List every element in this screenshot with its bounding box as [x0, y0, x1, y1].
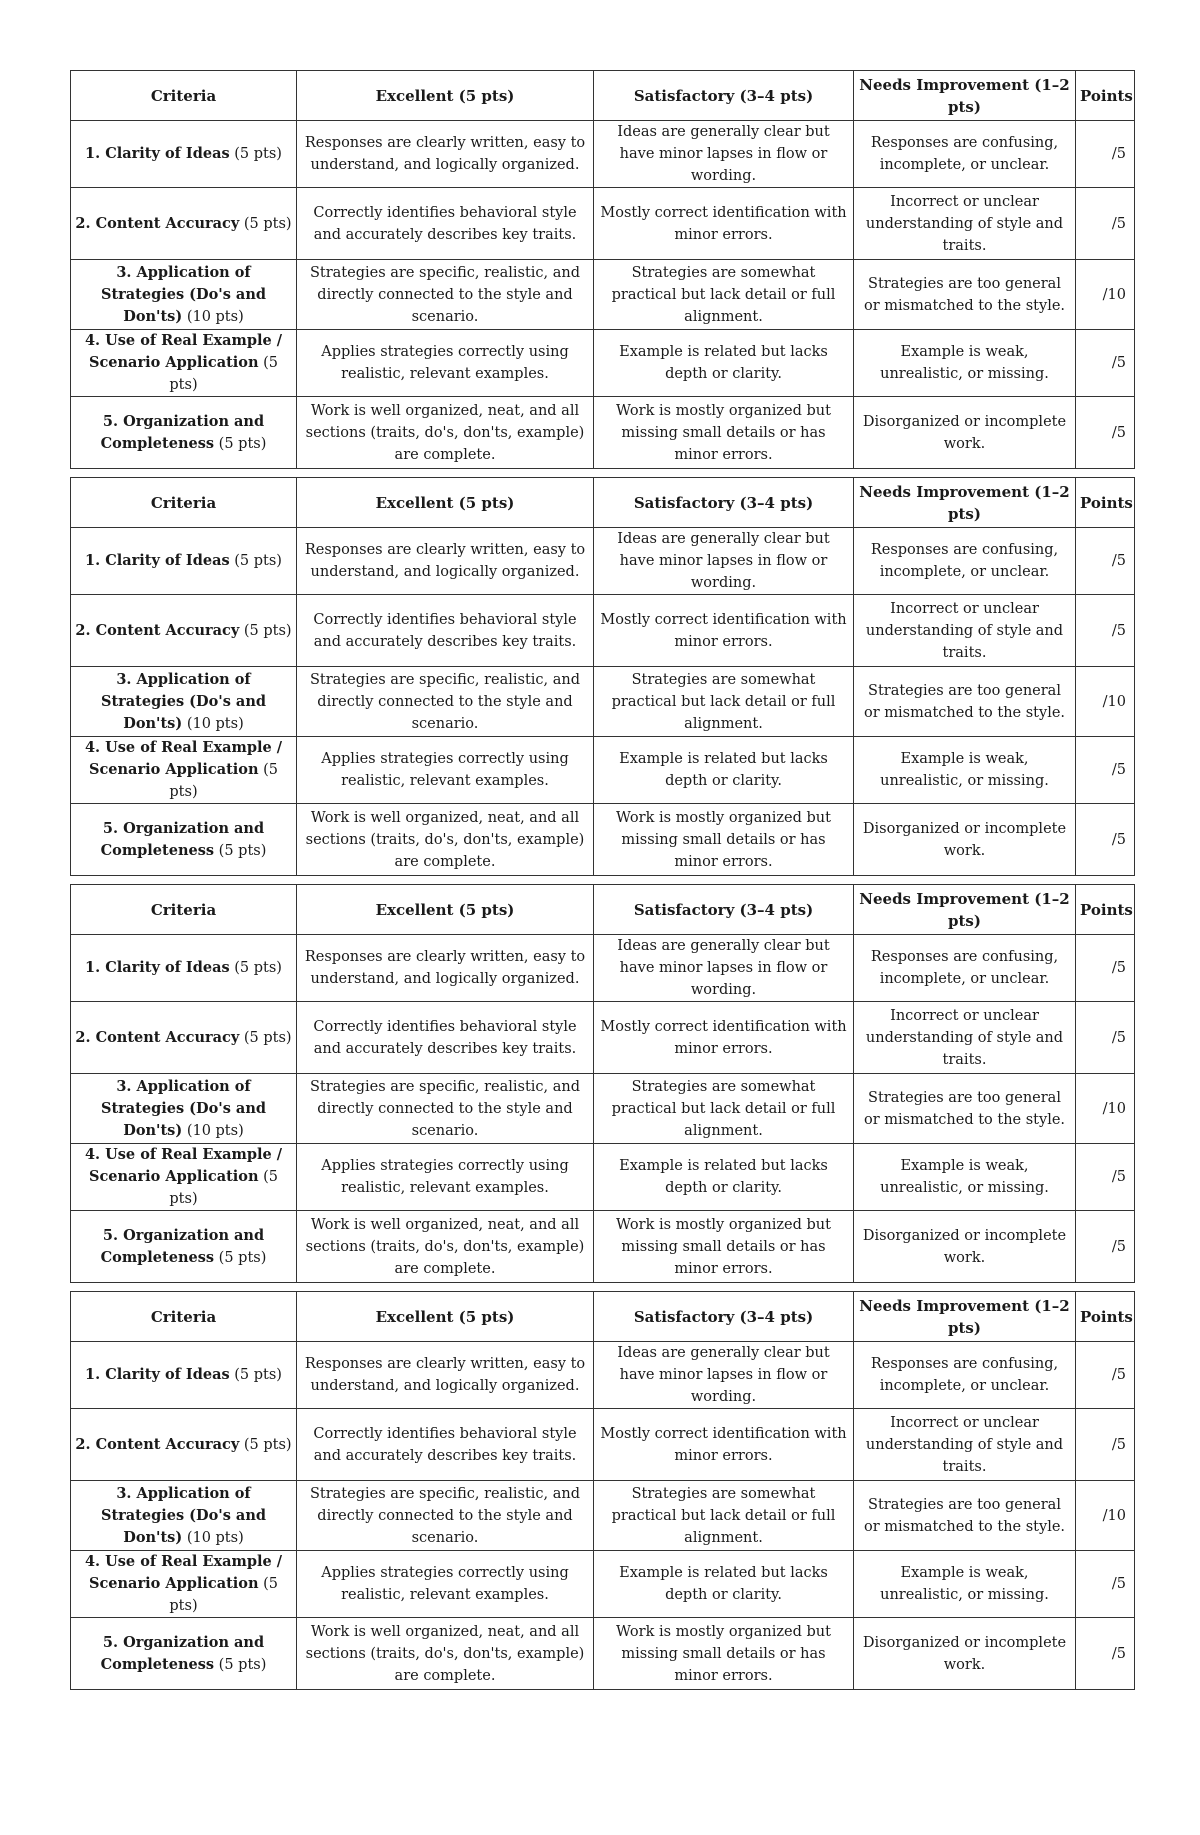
- table-row: [71, 1144, 1135, 1211]
- excellent-cell: Responses are clearly written, easy to understand, and logically organized.: [297, 1342, 594, 1409]
- criterion-cell: [71, 1618, 297, 1690]
- needs-improvement-cell: Example is weak, unrealistic, or missing.: [854, 737, 1076, 804]
- satisfactory-cell: Mostly correct identification with minor errors.: [594, 595, 854, 667]
- table-row: [71, 804, 1135, 876]
- criterion-cell: [71, 1481, 297, 1551]
- header-criteria: Criteria: [71, 71, 297, 121]
- criterion-cell: [71, 667, 297, 737]
- criterion-name: 3. Application of Strategies (Do's and Don'ts): [100, 263, 267, 325]
- criterion-weight: (5 pts): [218, 842, 267, 859]
- points-cell: /5: [1076, 935, 1135, 1002]
- criterion-weight: (5 pts): [169, 1576, 279, 1614]
- points-cell: /5: [1076, 1618, 1135, 1690]
- points-cell: /10: [1076, 1074, 1135, 1144]
- table-row: [71, 260, 1135, 330]
- points-cell: /5: [1076, 1211, 1135, 1283]
- criterion-weight: (5 pts): [243, 215, 292, 232]
- criterion-name: 1. Clarity of Ideas: [85, 959, 230, 976]
- satisfactory-cell: Example is related but lacks depth or clarity.: [594, 1144, 854, 1211]
- criterion-weight: (5 pts): [218, 435, 267, 452]
- satisfactory-cell: Work is mostly organized but missing small details or has minor errors.: [594, 397, 854, 469]
- needs-improvement-cell: Responses are confusing, incomplete, or unclear.: [854, 121, 1076, 188]
- points-cell: /5: [1076, 1144, 1135, 1211]
- needs-improvement-cell: Incorrect or unclear understanding of style and traits.: [854, 188, 1076, 260]
- criterion-name: 5. Organization and Completeness: [100, 819, 265, 859]
- table-row: [71, 935, 1135, 1002]
- criterion-cell: [71, 1409, 297, 1481]
- criterion-name: 1. Clarity of Ideas: [85, 145, 230, 162]
- excellent-cell: Correctly identifies behavioral style and accurately describes key traits.: [297, 1002, 594, 1074]
- satisfactory-cell: Strategies are somewhat practical but lack detail or full alignment.: [594, 260, 854, 330]
- excellent-cell: Work is well organized, neat, and all sections (traits, do's, don'ts, example) are complete.: [297, 1211, 594, 1283]
- satisfactory-cell: Work is mostly organized but missing small details or has minor errors.: [594, 804, 854, 876]
- points-cell: /5: [1076, 397, 1135, 469]
- satisfactory-cell: Strategies are somewhat practical but lack detail or full alignment.: [594, 1481, 854, 1551]
- satisfactory-cell: Strategies are somewhat practical but lack detail or full alignment.: [594, 1074, 854, 1144]
- table-row: [71, 1618, 1135, 1690]
- header-satisfactory: Satisfactory (3–4 pts): [594, 885, 854, 935]
- criterion-name: 3. Application of Strategies (Do's and Don'ts): [100, 1077, 267, 1139]
- criterion-weight: (5 pts): [234, 146, 282, 162]
- excellent-cell: Correctly identifies behavioral style and accurately describes key traits.: [297, 595, 594, 667]
- criterion-name: 3. Application of Strategies (Do's and Don'ts): [100, 670, 267, 732]
- criterion-cell: [71, 1211, 297, 1283]
- satisfactory-cell: Strategies are somewhat practical but lack detail or full alignment.: [594, 667, 854, 737]
- rubric-table: [70, 884, 1135, 1283]
- excellent-cell: Strategies are specific, realistic, and directly connected to the style and scenario.: [297, 1074, 594, 1144]
- criterion-cell: [71, 595, 297, 667]
- needs-improvement-cell: Strategies are too general or mismatched to the style.: [854, 1074, 1076, 1144]
- criterion-cell: [71, 121, 297, 188]
- criterion-cell: [71, 528, 297, 595]
- points-cell: /5: [1076, 1002, 1135, 1074]
- criterion-weight: (5 pts): [243, 622, 292, 639]
- excellent-cell: Work is well organized, neat, and all sections (traits, do's, don'ts, example) are complete.: [297, 397, 594, 469]
- criterion-name: 5. Organization and Completeness: [100, 1226, 265, 1266]
- excellent-cell: Responses are clearly written, easy to understand, and logically organized.: [297, 121, 594, 188]
- points-cell: /5: [1076, 1409, 1135, 1481]
- header-criteria: Criteria: [71, 885, 297, 935]
- criterion-cell: [71, 935, 297, 1002]
- criterion-weight: (5 pts): [234, 1367, 282, 1383]
- header-row: [71, 71, 1135, 121]
- needs-improvement-cell: Disorganized or incomplete work.: [854, 1211, 1076, 1283]
- criterion-cell: [71, 330, 297, 397]
- criterion-cell: [71, 1074, 297, 1144]
- points-cell: /5: [1076, 804, 1135, 876]
- needs-improvement-cell: Example is weak, unrealistic, or missing.: [854, 330, 1076, 397]
- satisfactory-cell: Ideas are generally clear but have minor lapses in flow or wording.: [594, 121, 854, 188]
- satisfactory-cell: Ideas are generally clear but have minor lapses in flow or wording.: [594, 1342, 854, 1409]
- table-row: [71, 121, 1135, 188]
- needs-improvement-cell: Strategies are too general or mismatched to the style.: [854, 260, 1076, 330]
- needs-improvement-cell: Example is weak, unrealistic, or missing.: [854, 1144, 1076, 1211]
- header-points: Points: [1076, 478, 1135, 528]
- needs-improvement-cell: Example is weak, unrealistic, or missing.: [854, 1551, 1076, 1618]
- excellent-cell: Work is well organized, neat, and all sections (traits, do's, don'ts, example) are complete.: [297, 1618, 594, 1690]
- satisfactory-cell: Work is mostly organized but missing small details or has minor errors.: [594, 1211, 854, 1283]
- criterion-name: 4. Use of Real Example / Scenario Application: [84, 332, 283, 371]
- table-row: [71, 1342, 1135, 1409]
- excellent-cell: Strategies are specific, realistic, and directly connected to the style and scenario.: [297, 1481, 594, 1551]
- criterion-weight: (5 pts): [169, 355, 279, 393]
- excellent-cell: Work is well organized, neat, and all sections (traits, do's, don'ts, example) are complete.: [297, 804, 594, 876]
- excellent-cell: Responses are clearly written, easy to understand, and logically organized.: [297, 528, 594, 595]
- criterion-name: 5. Organization and Completeness: [100, 412, 265, 452]
- criterion-name: 3. Application of Strategies (Do's and Don'ts): [100, 1484, 267, 1546]
- criterion-weight: (5 pts): [243, 1436, 292, 1453]
- criterion-name: 1. Clarity of Ideas: [85, 552, 230, 569]
- criterion-weight: (5 pts): [234, 960, 282, 976]
- satisfactory-cell: Mostly correct identification with minor errors.: [594, 1409, 854, 1481]
- needs-improvement-cell: Incorrect or unclear understanding of style and traits.: [854, 1002, 1076, 1074]
- table-row: [71, 397, 1135, 469]
- criterion-name: 2. Content Accuracy: [75, 621, 240, 639]
- table-row: [71, 595, 1135, 667]
- criterion-weight: (5 pts): [218, 1249, 267, 1266]
- header-criteria: Criteria: [71, 478, 297, 528]
- criterion-name: 4. Use of Real Example / Scenario Application: [84, 1553, 283, 1592]
- header-row: [71, 1292, 1135, 1342]
- criterion-cell: [71, 1002, 297, 1074]
- criterion-name: 5. Organization and Completeness: [100, 1633, 265, 1673]
- satisfactory-cell: Mostly correct identification with minor errors.: [594, 188, 854, 260]
- satisfactory-cell: Ideas are generally clear but have minor lapses in flow or wording.: [594, 528, 854, 595]
- header-needs-improvement: Needs Improvement (1–2 pts): [854, 478, 1076, 528]
- criterion-weight: (5 pts): [218, 1656, 267, 1673]
- table-row: [71, 1481, 1135, 1551]
- criterion-cell: [71, 188, 297, 260]
- header-points: Points: [1076, 71, 1135, 121]
- criterion-name: 1. Clarity of Ideas: [85, 1366, 230, 1383]
- header-points: Points: [1076, 885, 1135, 935]
- criterion-name: 2. Content Accuracy: [75, 214, 240, 232]
- points-cell: /5: [1076, 737, 1135, 804]
- criterion-cell: [71, 804, 297, 876]
- needs-improvement-cell: Disorganized or incomplete work.: [854, 804, 1076, 876]
- header-excellent: Excellent (5 pts): [297, 71, 594, 121]
- rubric-table: [70, 1291, 1135, 1690]
- points-cell: /5: [1076, 1551, 1135, 1618]
- criterion-weight: (10 pts): [186, 1122, 244, 1139]
- criterion-cell: [71, 1144, 297, 1211]
- table-row: [71, 1409, 1135, 1481]
- satisfactory-cell: Example is related but lacks depth or clarity.: [594, 737, 854, 804]
- needs-improvement-cell: Incorrect or unclear understanding of style and traits.: [854, 1409, 1076, 1481]
- header-excellent: Excellent (5 pts): [297, 1292, 594, 1342]
- points-cell: /5: [1076, 330, 1135, 397]
- excellent-cell: Responses are clearly written, easy to understand, and logically organized.: [297, 935, 594, 1002]
- header-points: Points: [1076, 1292, 1135, 1342]
- points-cell: /5: [1076, 528, 1135, 595]
- points-cell: /10: [1076, 1481, 1135, 1551]
- points-cell: /5: [1076, 1342, 1135, 1409]
- header-row: [71, 478, 1135, 528]
- excellent-cell: Applies strategies correctly using realistic, relevant examples.: [297, 330, 594, 397]
- header-needs-improvement: Needs Improvement (1–2 pts): [854, 1292, 1076, 1342]
- points-cell: /10: [1076, 667, 1135, 737]
- satisfactory-cell: Example is related but lacks depth or clarity.: [594, 330, 854, 397]
- header-criteria: Criteria: [71, 1292, 297, 1342]
- points-cell: /5: [1076, 188, 1135, 260]
- header-excellent: Excellent (5 pts): [297, 885, 594, 935]
- excellent-cell: Applies strategies correctly using realistic, relevant examples.: [297, 737, 594, 804]
- satisfactory-cell: Example is related but lacks depth or clarity.: [594, 1551, 854, 1618]
- table-row: [71, 1002, 1135, 1074]
- rubric-table: [70, 477, 1135, 876]
- needs-improvement-cell: Strategies are too general or mismatched to the style.: [854, 667, 1076, 737]
- excellent-cell: Applies strategies correctly using realistic, relevant examples.: [297, 1144, 594, 1211]
- criterion-name: 2. Content Accuracy: [75, 1028, 240, 1046]
- rubric-table: [70, 70, 1135, 469]
- points-cell: /5: [1076, 595, 1135, 667]
- table-row: [71, 1074, 1135, 1144]
- table-row: [71, 667, 1135, 737]
- criterion-cell: [71, 1551, 297, 1618]
- table-row: [71, 330, 1135, 397]
- criterion-name: 4. Use of Real Example / Scenario Application: [84, 1146, 283, 1185]
- criterion-cell: [71, 737, 297, 804]
- points-cell: /5: [1076, 121, 1135, 188]
- needs-improvement-cell: Incorrect or unclear understanding of style and traits.: [854, 595, 1076, 667]
- header-row: [71, 885, 1135, 935]
- criterion-weight: (10 pts): [186, 308, 244, 325]
- needs-improvement-cell: Responses are confusing, incomplete, or unclear.: [854, 1342, 1076, 1409]
- satisfactory-cell: Work is mostly organized but missing small details or has minor errors.: [594, 1618, 854, 1690]
- excellent-cell: Correctly identifies behavioral style and accurately describes key traits.: [297, 1409, 594, 1481]
- criterion-weight: (5 pts): [243, 1029, 292, 1046]
- table-row: [71, 188, 1135, 260]
- criterion-weight: (10 pts): [186, 715, 244, 732]
- excellent-cell: Correctly identifies behavioral style and accurately describes key traits.: [297, 188, 594, 260]
- needs-improvement-cell: Responses are confusing, incomplete, or unclear.: [854, 528, 1076, 595]
- excellent-cell: Strategies are specific, realistic, and directly connected to the style and scenario.: [297, 260, 594, 330]
- header-needs-improvement: Needs Improvement (1–2 pts): [854, 885, 1076, 935]
- criterion-name: 4. Use of Real Example / Scenario Application: [84, 739, 283, 778]
- needs-improvement-cell: Disorganized or incomplete work.: [854, 1618, 1076, 1690]
- criterion-cell: [71, 1342, 297, 1409]
- table-row: [71, 528, 1135, 595]
- header-satisfactory: Satisfactory (3–4 pts): [594, 478, 854, 528]
- criterion-weight: (10 pts): [186, 1529, 244, 1546]
- satisfactory-cell: Mostly correct identification with minor errors.: [594, 1002, 854, 1074]
- needs-improvement-cell: Strategies are too general or mismatched to the style.: [854, 1481, 1076, 1551]
- header-satisfactory: Satisfactory (3–4 pts): [594, 71, 854, 121]
- points-cell: /10: [1076, 260, 1135, 330]
- excellent-cell: Applies strategies correctly using realistic, relevant examples.: [297, 1551, 594, 1618]
- criterion-weight: (5 pts): [234, 553, 282, 569]
- needs-improvement-cell: Responses are confusing, incomplete, or unclear.: [854, 935, 1076, 1002]
- header-needs-improvement: Needs Improvement (1–2 pts): [854, 71, 1076, 121]
- criterion-weight: (5 pts): [169, 1169, 279, 1207]
- table-row: [71, 737, 1135, 804]
- needs-improvement-cell: Disorganized or incomplete work.: [854, 397, 1076, 469]
- table-row: [71, 1211, 1135, 1283]
- criterion-cell: [71, 397, 297, 469]
- header-excellent: Excellent (5 pts): [297, 478, 594, 528]
- header-satisfactory: Satisfactory (3–4 pts): [594, 1292, 854, 1342]
- criterion-name: 2. Content Accuracy: [75, 1435, 240, 1453]
- satisfactory-cell: Ideas are generally clear but have minor lapses in flow or wording.: [594, 935, 854, 1002]
- criterion-cell: [71, 260, 297, 330]
- table-row: [71, 1551, 1135, 1618]
- excellent-cell: Strategies are specific, realistic, and directly connected to the style and scenario.: [297, 667, 594, 737]
- criterion-weight: (5 pts): [169, 762, 279, 800]
